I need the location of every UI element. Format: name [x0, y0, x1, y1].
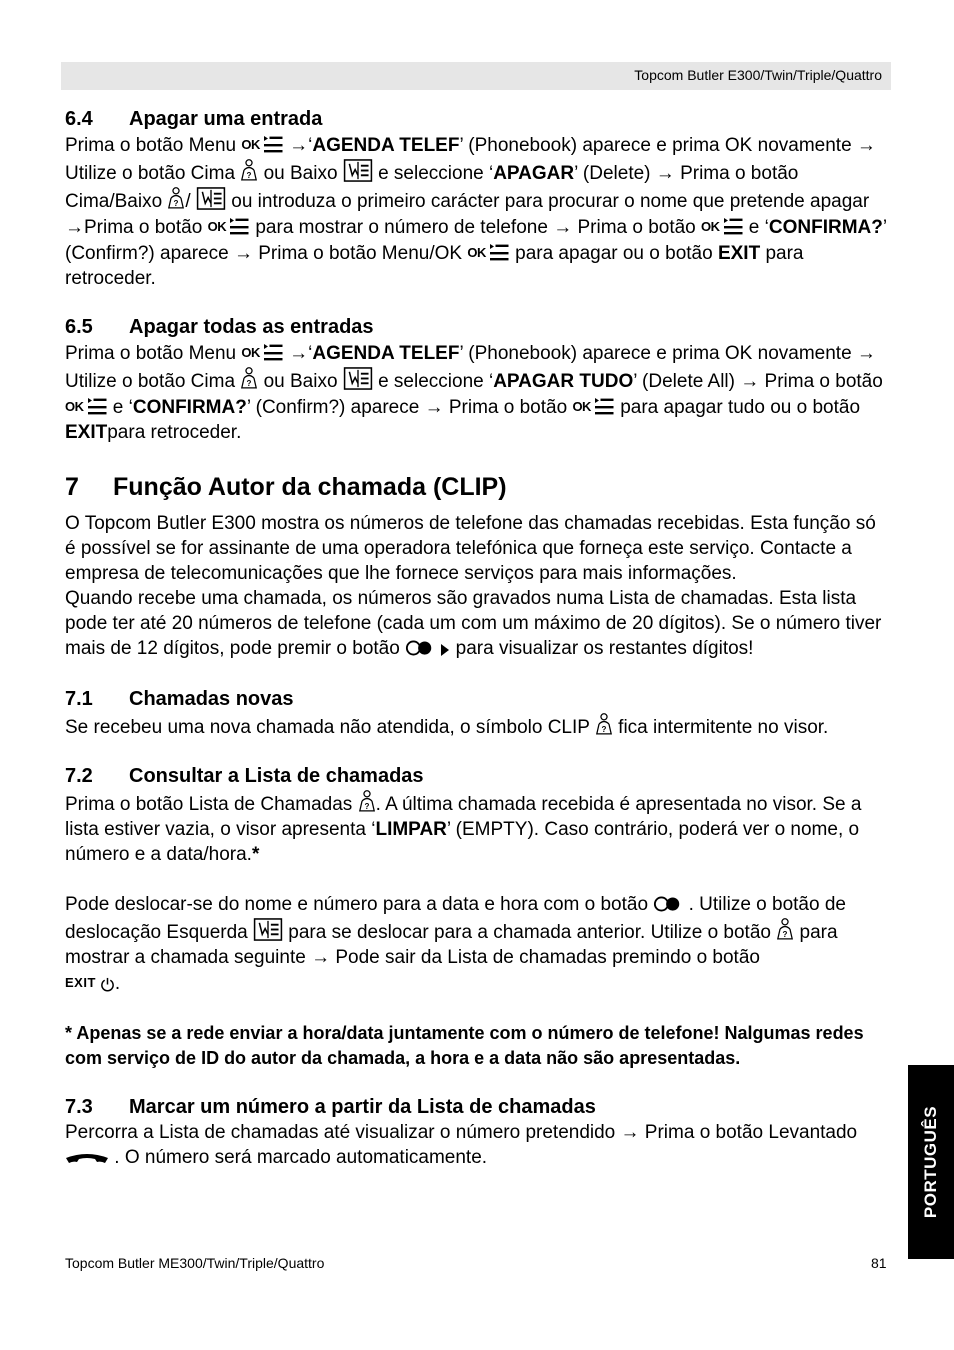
redial-icon [653, 895, 683, 913]
section-7-2-text: Prima o botão Lista de Chamadas . A última chamada recebida é apresentada no visor. Se a lista estiver vazia, o visor apresenta ‘LIMPAR’ (EMPTY). Caso contrário, poderá ver o nome, o número e a data/hora.* [65, 789, 887, 867]
page-number: 81 [871, 1255, 887, 1271]
ok-icon: OK [572, 399, 591, 414]
clip-icon [240, 158, 258, 182]
section-6-5-text: Prima o botão Menu OK →‘AGENDA TELEF’ (Phonebook) aparece e prima OK novamente → Utilize o botão Cima ou Baixo e seleccione ‘APAGAR TUDO’ (Delete All) → Prima o botão OK e ‘CONFIRMA?’ (Confirm?) aparece → Prima o botão OK para apagar tudo ou o botão EXITpara retroceder. [65, 343, 883, 443]
section-7-3-heading [65, 1094, 887, 1120]
section-number: 7.2 [65, 765, 93, 787]
page-header [61, 62, 891, 90]
clip-icon [240, 366, 258, 390]
clip-icon [776, 917, 794, 941]
section-7-2-note: * Apenas se a rede enviar a hora/data juntamente com o número de telefone! Nalgumas redes com serviço de ID do autor da chamada, a hora e a data não são apresentadas. [65, 1023, 864, 1068]
section-number: 6.4 [65, 108, 93, 130]
play-icon [440, 643, 450, 657]
section-6-4-text: Prima o botão Menu OK →‘AGENDA TELEF’ (Phonebook) aparece e prima OK novamente → Utilize o botão Cima ou Baixo e seleccione ‘APAGAR’ (Delete) → Prima o botão Cima/Baixo / ou introduza o primeiro carácter para procurar o nome que pretende apagar →Prima o botão OK para mostrar o número de telefone → Prima o botão OK e ‘CONFIRMA?’ (Confirm?) aparece → Prima o botão Menu/OK OK para apagar ou o botão EXIT para retroceder. [65, 135, 887, 289]
section-number: 7.3 [65, 1096, 93, 1118]
section-number: 6.5 [65, 316, 93, 338]
chapter-title: Função Autor da chamada (CLIP) [113, 473, 507, 501]
section-title: Consultar a Lista de chamadas [129, 765, 424, 787]
section-title: Marcar um número a partir da Lista de chamadas [129, 1096, 596, 1118]
footer-title: Topcom Butler ME300/Twin/Triple/Quattro [65, 1255, 325, 1271]
phonebook-icon [196, 187, 226, 210]
menu-icon [228, 216, 250, 236]
chapter-number: 7 [65, 473, 79, 501]
menu-icon [86, 396, 108, 416]
phonebook-icon [343, 367, 373, 390]
ok-icon: OK [65, 399, 84, 414]
section-7-2-scroll-text: Pode deslocar-se do nome e número para a data e hora com o botão . Utilize o botão de deslocação Esquerda para se deslocar para a chamada anterior. Utilize o botão para mostrar a chamada seguinte → Pode sair da Lista de chamadas premindo o botão EXIT . [65, 894, 846, 994]
section-7-2-heading [65, 763, 887, 789]
section-6-5-heading [65, 314, 887, 340]
page-content [65, 106, 887, 1170]
redial-icon [405, 639, 435, 657]
chapter-7-heading [65, 470, 887, 504]
section-7-1-text: Se recebeu uma nova chamada não atendida, o símbolo CLIP fica intermitente no visor. [65, 712, 887, 740]
phonebook-icon [343, 159, 373, 182]
section-title: Apagar uma entrada [129, 108, 323, 130]
section-7-3-text: Percorra a Lista de chamadas até visualizar o número pretendido → Prima o botão Levantado . O número será marcado automaticamente. [65, 1122, 858, 1168]
menu-icon [262, 134, 284, 154]
phonebook-icon [253, 918, 283, 941]
menu-icon [488, 242, 510, 262]
ok-icon: OK [467, 245, 486, 260]
exit-icon: EXIT [65, 975, 96, 990]
header-title: Topcom Butler E300/Twin/Triple/Quattro [634, 67, 882, 83]
menu-icon [722, 216, 744, 236]
section-6-4-heading [65, 106, 887, 132]
menu-icon [262, 342, 284, 362]
power-icon [100, 977, 115, 992]
section-number: 7.1 [65, 688, 93, 710]
clip-icon [358, 789, 376, 813]
ok-icon: OK [701, 219, 720, 234]
language-tab-label: PORTUGUÊS [921, 1105, 940, 1219]
chapter-7-intro: O Topcom Butler E300 mostra os números de telefone das chamadas recebidas. Esta função só é possível se for assinante de uma operadora telefónica que forneça este serviço. Contacte a empresa de telecomunicações que lhe fornece serviços para mais informações. [65, 513, 876, 584]
handset-icon [65, 1152, 109, 1166]
clip-icon [595, 712, 613, 736]
language-tab [908, 1065, 954, 1259]
ok-icon: OK [207, 219, 227, 234]
menu-icon [593, 396, 615, 416]
chapter-7-calllist: Quando recebe uma chamada, os números são gravados numa Lista de chamadas. Esta lista pode ter até 20 números de telefone (cada um com um máximo de 20 dígitos). Se o número tiver mais de 12 dígitos, pode premir o botão para visualizar os restantes dígitos! [65, 588, 882, 659]
section-title: Apagar todas as entradas [129, 316, 374, 338]
ok-icon: OK [241, 345, 260, 360]
section-title: Chamadas novas [129, 688, 294, 710]
section-7-1-heading [65, 686, 887, 712]
clip-icon [167, 186, 185, 210]
ok-icon: OK [241, 137, 260, 152]
